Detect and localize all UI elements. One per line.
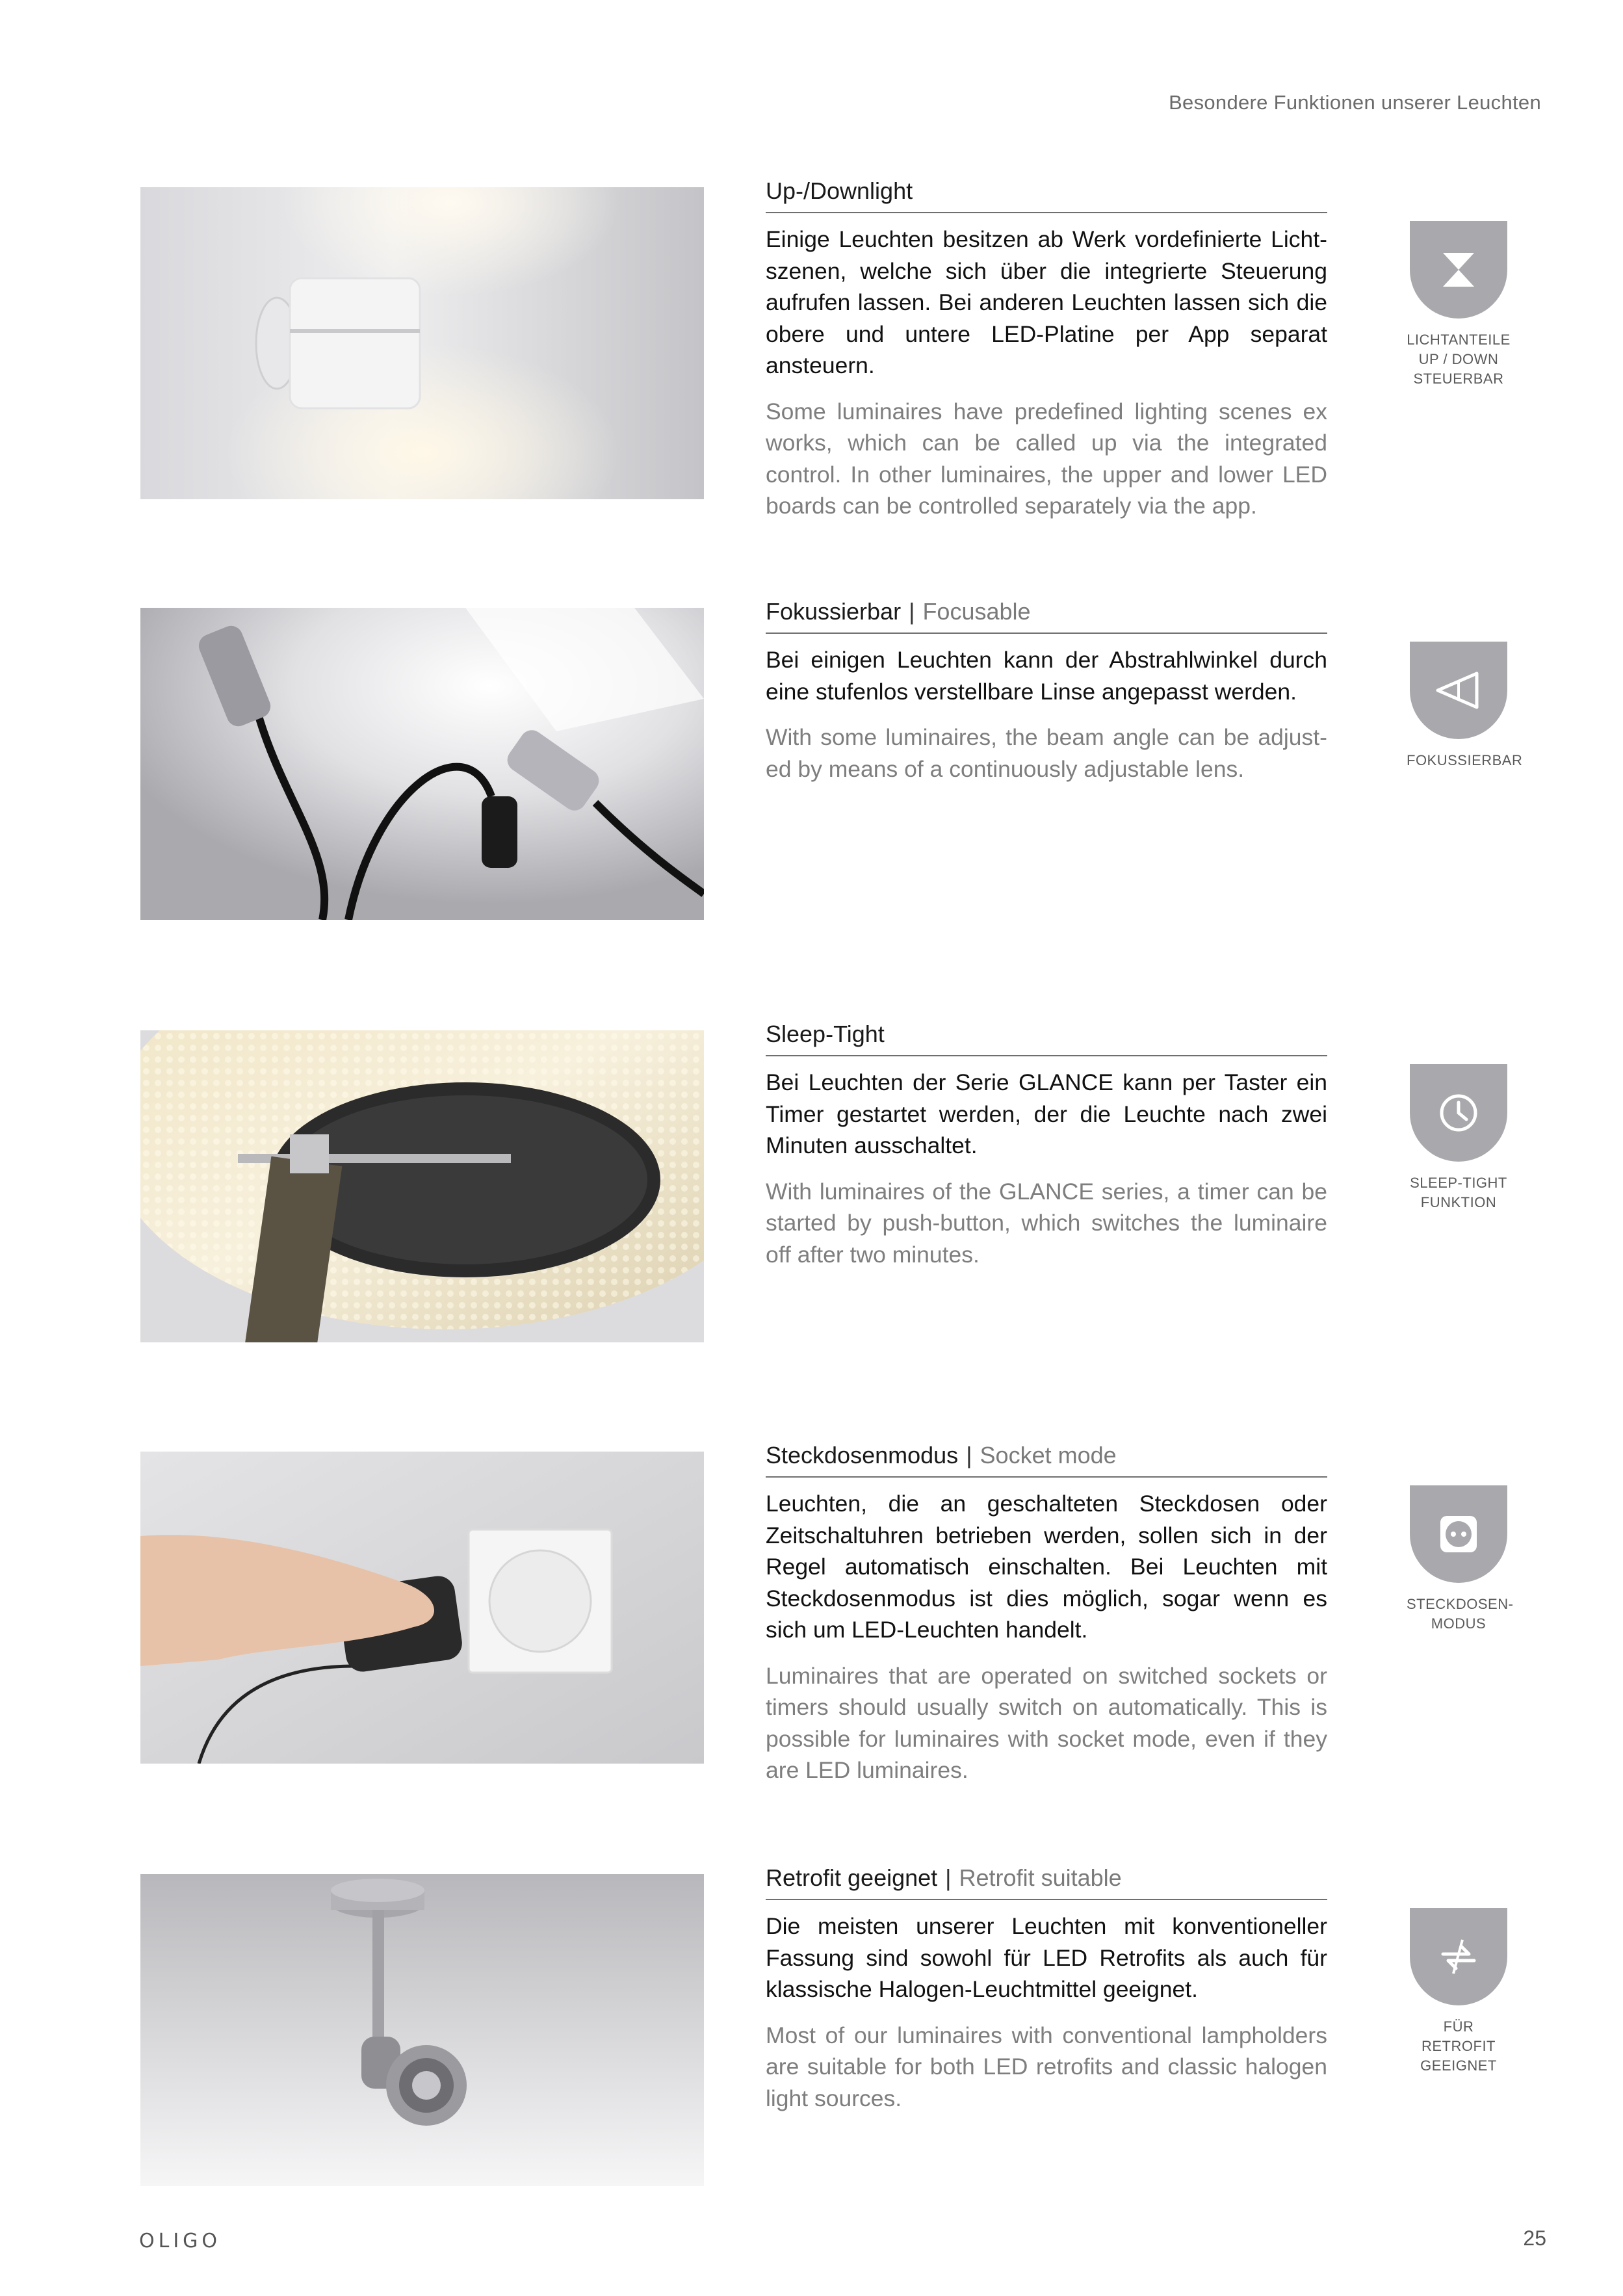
feature-text	[766, 1017, 1327, 1270]
feature-body-de: Bei Leuchten der Serie GLANCE kann per Taster ein Timer gestartet werden, der die Leuchte nach zwei Minuten ausschaltet.	[766, 1069, 1327, 1158]
hourglass-icon	[1433, 244, 1485, 296]
feature-body-en: With luminaires of the GLANCE series, a timer can be started by push-button, which switches the luminaire off after two minutes.	[766, 1178, 1327, 1268]
badge-label-line: LICHTANTEILE	[1407, 332, 1511, 348]
badge-label	[1407, 1595, 1514, 1634]
feature-body-en: Most of our luminaires with conventional lampholders are suitable for both LED retrofits and classic halogen light sources.	[766, 2022, 1327, 2111]
badge-label	[1407, 751, 1523, 770]
badge-shape	[1410, 642, 1507, 739]
feature-section-up-downlight	[0, 177, 1623, 519]
retrofit-arrows-icon	[1433, 1931, 1485, 1983]
badge-label-line: MODUS	[1431, 1615, 1487, 1632]
badge-shape	[1410, 1908, 1507, 2005]
feature-title-en: Retrofit suitable	[959, 1864, 1122, 1891]
badge-label-line: STECKDOSEN-	[1407, 1596, 1514, 1612]
badge-label-line: FOKUSSIERBAR	[1407, 752, 1523, 768]
feature-text	[766, 595, 1327, 785]
feature-section-retrofit	[0, 1864, 1623, 2186]
beam-cone-icon	[1433, 664, 1485, 716]
title-separator: |	[945, 1864, 952, 1891]
feature-text	[766, 174, 1327, 522]
feature-title	[766, 1017, 1327, 1056]
page-number: 25	[1523, 2226, 1546, 2250]
feature-body-en: Luminaires that are operated on switched sockets or timers should usually switch on automatically. This is possible for luminaires with socket mode, even if they are LED luminaires.	[766, 1662, 1327, 1783]
badge-label	[1407, 2017, 1511, 2076]
feature-badge	[1407, 642, 1523, 770]
feature-title	[766, 1861, 1327, 1900]
badge-label-line: FÜR RETROFIT	[1422, 2018, 1496, 2054]
feature-badge	[1407, 1064, 1511, 1212]
badge-shape	[1410, 1485, 1507, 1583]
photo-gooseneck-spots	[140, 608, 704, 920]
badge-label	[1407, 1173, 1511, 1212]
feature-body-de: Einige Leuchten besitzen ab Werk vordefinierte Lichtszenen, welche sich über die integrierte Steuerung aufrufen lassen. Bei anderen Leuchten lassen sich die obere und untere LED-Platine per App separat ansteuern.	[766, 226, 1327, 378]
feature-body-de: Die meisten unserer Leuchten mit konventioneller Fassung sind sowohl für LED Retrofits als auch für klassische Halogen-Leuchtmittel geeignet.	[766, 1913, 1327, 2002]
badge-label-line: FUNKTION	[1420, 1194, 1497, 1210]
brand-logo: OLIGO	[139, 2230, 222, 2252]
feature-title-en: Socket mode	[980, 1442, 1117, 1468]
badge-label	[1407, 330, 1511, 389]
feature-title-de: Steckdosenmodus	[766, 1442, 959, 1468]
feature-body-de: Leuchten, die an geschalteten Steckdosen oder Zeitschaltuhren betrieben werden, sollen sich in der Regel automatisch einschalten. Bei Leuchten mit Steckdosenmodus ist dies möglich, sogar wenn es sich um LED-Leuchten handelt.	[766, 1491, 1327, 1643]
feature-title-de: Retrofit geeignet	[766, 1864, 938, 1891]
feature-section-focusable	[0, 598, 1623, 920]
clock-icon	[1433, 1087, 1485, 1139]
feature-title-de: Fokussierbar	[766, 598, 902, 625]
feature-body-en: With some luminaires, the beam angle can be adjusted by means of a continuously adjustable lens.	[766, 724, 1327, 782]
socket-icon	[1433, 1508, 1485, 1560]
title-separator: |	[909, 598, 915, 625]
feature-section-sleep-tight	[0, 1021, 1623, 1342]
badge-shape	[1410, 221, 1507, 319]
feature-title	[766, 595, 1327, 634]
badge-label-line: STEUERBAR	[1413, 371, 1504, 387]
feature-title-de: Up-/Downlight	[766, 177, 913, 204]
title-separator: |	[966, 1442, 972, 1468]
feature-title	[766, 174, 1327, 213]
photo-hand-plug-socket	[140, 1452, 704, 1764]
photo-glance-luminaire	[140, 1030, 704, 1342]
feature-section-socket-mode	[0, 1442, 1623, 1783]
feature-badge	[1407, 221, 1511, 389]
feature-body-de: Bei einigen Leuchten kann der Abstrahlwinkel durch eine stufenlos verstellbare Linse angepasst werden.	[766, 647, 1327, 705]
feature-title	[766, 1439, 1327, 1478]
badge-label-line: GEEIGNET	[1420, 2057, 1497, 2074]
badge-label-line: UP / DOWN	[1418, 351, 1499, 367]
photo-ceiling-spot	[140, 1874, 704, 2186]
feature-text	[766, 1861, 1327, 2114]
feature-text	[766, 1439, 1327, 1786]
badge-label-line: SLEEP-TIGHT	[1410, 1175, 1507, 1191]
feature-title-de: Sleep-Tight	[766, 1021, 885, 1047]
feature-title-en: Focusable	[922, 598, 1031, 625]
running-header: Besondere Funktionen unserer Leuchten	[1169, 91, 1541, 114]
feature-badge	[1407, 1485, 1514, 1634]
feature-badge	[1407, 1908, 1511, 2076]
feature-body-en: Some luminaires have predefined lighting scenes ex works, which can be called up via the integrated control. In other luminaires, the upper and lower LED boards can be controlled separately via the app.	[766, 398, 1327, 519]
photo-wall-luminaire	[140, 187, 704, 499]
badge-shape	[1410, 1064, 1507, 1162]
